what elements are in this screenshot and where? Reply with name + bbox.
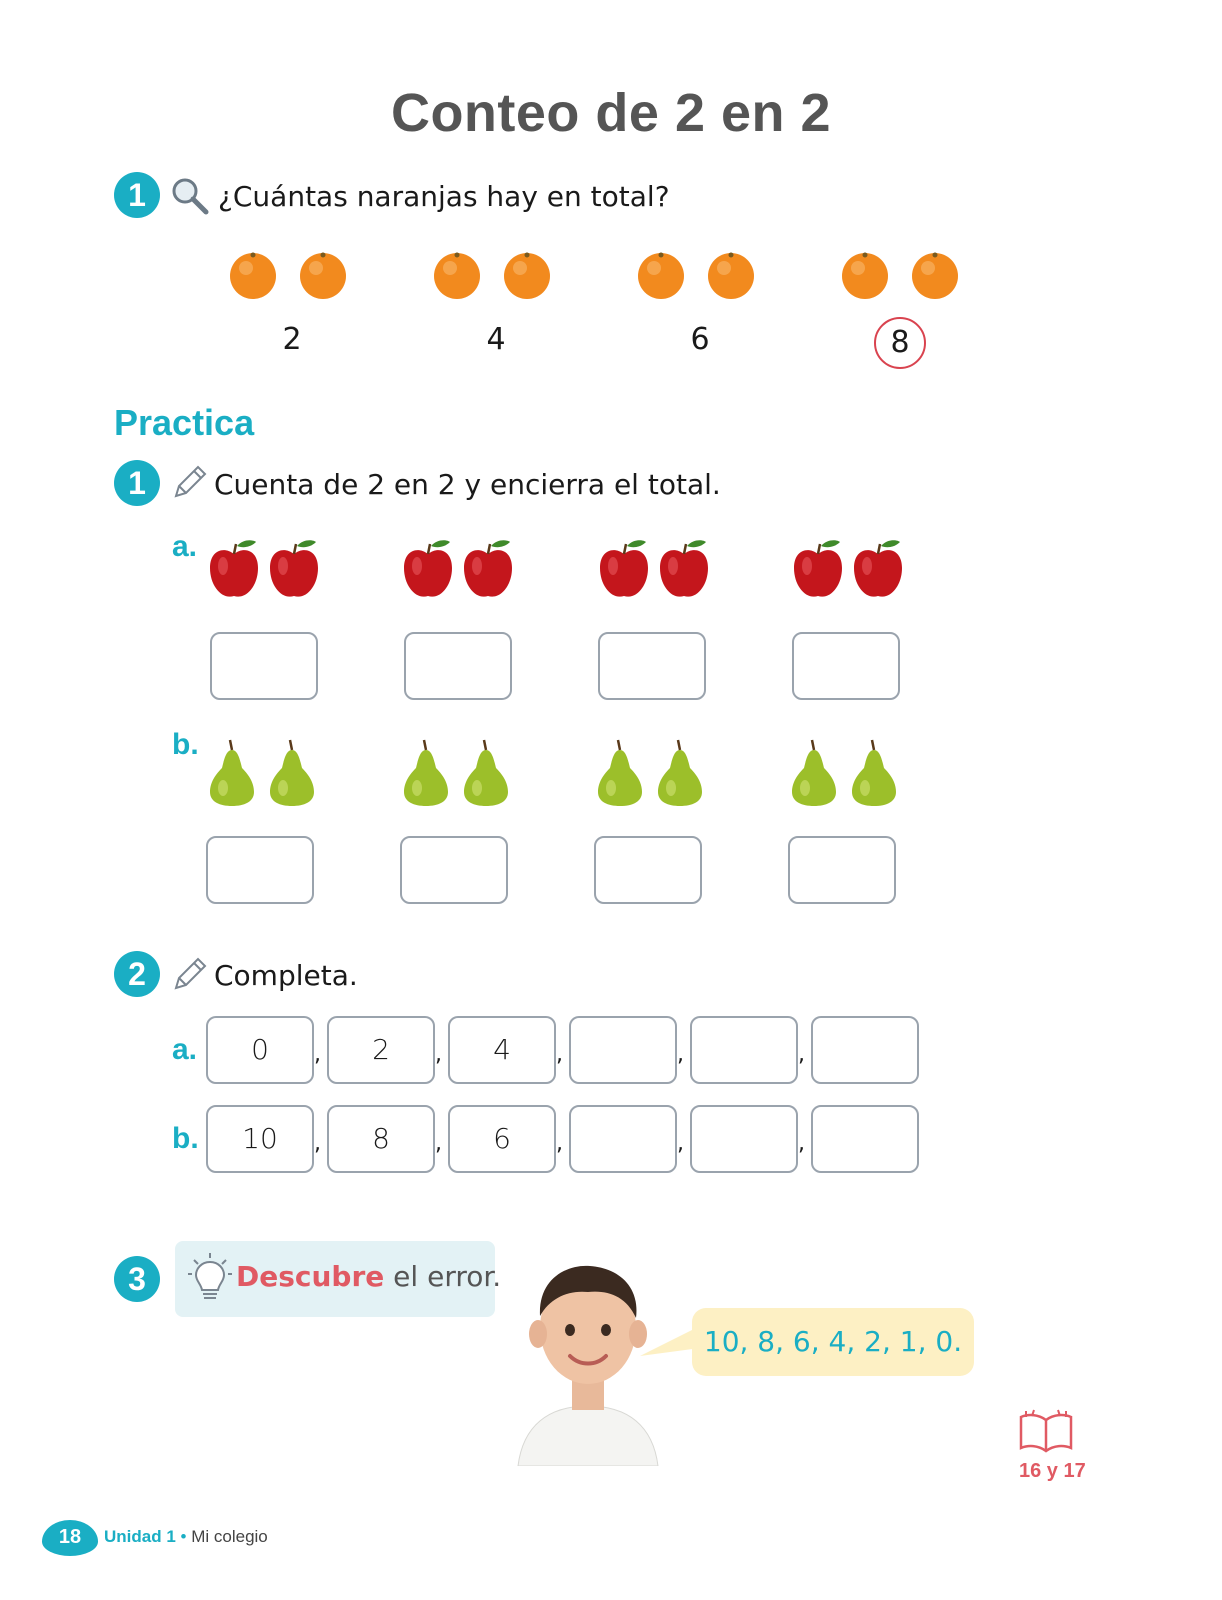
sequence-box[interactable]: 0: [206, 1016, 314, 1084]
exercise-number-badge: 1: [114, 460, 160, 506]
intro-question: ¿Cuántas naranjas hay en total?: [218, 180, 670, 213]
sequence-box[interactable]: 10: [206, 1105, 314, 1173]
lightbulb-icon: [188, 1252, 232, 1308]
apple-icon: [790, 538, 846, 602]
sub-item-label: a.: [172, 1033, 198, 1066]
exercise-number-badge: 3: [114, 1256, 160, 1302]
sequence-box[interactable]: [690, 1016, 798, 1084]
comma-separator: ,: [314, 1042, 321, 1067]
orange-icon: [840, 250, 890, 300]
section-heading: Practica: [114, 402, 255, 443]
sequence-box[interactable]: 8: [327, 1105, 435, 1173]
sequence-box[interactable]: [690, 1105, 798, 1173]
orange-icon: [502, 250, 552, 300]
exercise-number-badge: 1: [114, 172, 160, 218]
count-label: 4: [486, 322, 506, 357]
answer-box[interactable]: [210, 632, 318, 700]
apple-icon: [596, 538, 652, 602]
comma-separator: ,: [798, 1042, 805, 1067]
pear-icon: [400, 738, 452, 808]
pear-icon: [460, 738, 512, 808]
orange-icon: [636, 250, 686, 300]
tip-text: [236, 1260, 501, 1293]
sequence-box[interactable]: [569, 1105, 677, 1173]
exercise-number-badge: 2: [114, 951, 160, 997]
comma-separator: ,: [677, 1042, 684, 1067]
speech-bubble: 10, 8, 6, 4, 2, 1, 0.: [692, 1308, 974, 1376]
tip-highlight: Descubre: [236, 1260, 385, 1293]
footer-bullet: •: [180, 1527, 187, 1546]
orange-icon: [432, 250, 482, 300]
reference-pages: 16 y 17: [1019, 1460, 1086, 1482]
sequence-box[interactable]: 2: [327, 1016, 435, 1084]
comma-separator: ,: [314, 1131, 321, 1156]
orange-icon: [706, 250, 756, 300]
sequence-box[interactable]: [811, 1105, 919, 1173]
answer-box[interactable]: [594, 836, 702, 904]
sub-item-label: a.: [172, 530, 198, 563]
count-label: 2: [282, 322, 302, 357]
answer-box[interactable]: [206, 836, 314, 904]
answer-box[interactable]: [792, 632, 900, 700]
footer-text: [104, 1527, 268, 1547]
apple-icon: [656, 538, 712, 602]
pear-icon: [788, 738, 840, 808]
circled-total: 8: [874, 317, 926, 369]
pear-icon: [848, 738, 900, 808]
apple-icon: [400, 538, 456, 602]
orange-icon: [910, 250, 960, 300]
exercise-instruction: Cuenta de 2 en 2 y encierra el total.: [214, 468, 721, 501]
speech-bubble-tail: [640, 1322, 700, 1366]
comma-separator: ,: [798, 1131, 805, 1156]
sequence-box[interactable]: 6: [448, 1105, 556, 1173]
page-title: Conteo de 2 en 2: [390, 83, 832, 143]
magnifier-icon: [170, 176, 210, 220]
exercise-instruction: Completa.: [214, 959, 358, 992]
apple-icon: [460, 538, 516, 602]
sub-item-label: b.: [172, 728, 199, 761]
orange-icon: [228, 250, 278, 300]
comma-separator: ,: [556, 1042, 563, 1067]
apple-icon: [266, 538, 322, 602]
pencil-icon: [170, 954, 210, 998]
book-icon: [1018, 1408, 1074, 1458]
pear-icon: [594, 738, 646, 808]
page-number: 18: [42, 1520, 98, 1556]
answer-box[interactable]: [598, 632, 706, 700]
tip-rest: el error.: [384, 1260, 502, 1293]
comma-separator: ,: [435, 1131, 442, 1156]
orange-icon: [298, 250, 348, 300]
pear-icon: [266, 738, 318, 808]
sequence-box[interactable]: 4: [448, 1016, 556, 1084]
comma-separator: ,: [556, 1131, 563, 1156]
answer-box[interactable]: [404, 632, 512, 700]
count-label: 6: [690, 322, 710, 357]
footer-subtitle: Mi colegio: [191, 1527, 268, 1546]
sub-item-label: b.: [172, 1122, 199, 1155]
pear-icon: [206, 738, 258, 808]
apple-icon: [850, 538, 906, 602]
pencil-icon: [170, 462, 210, 506]
apple-icon: [206, 538, 262, 602]
answer-box[interactable]: [788, 836, 896, 904]
comma-separator: ,: [435, 1042, 442, 1067]
pear-icon: [654, 738, 706, 808]
answer-box[interactable]: [400, 836, 508, 904]
comma-separator: ,: [677, 1131, 684, 1156]
sequence-box[interactable]: [811, 1016, 919, 1084]
footer-unit: Unidad 1: [104, 1527, 176, 1546]
sequence-box[interactable]: [569, 1016, 677, 1084]
